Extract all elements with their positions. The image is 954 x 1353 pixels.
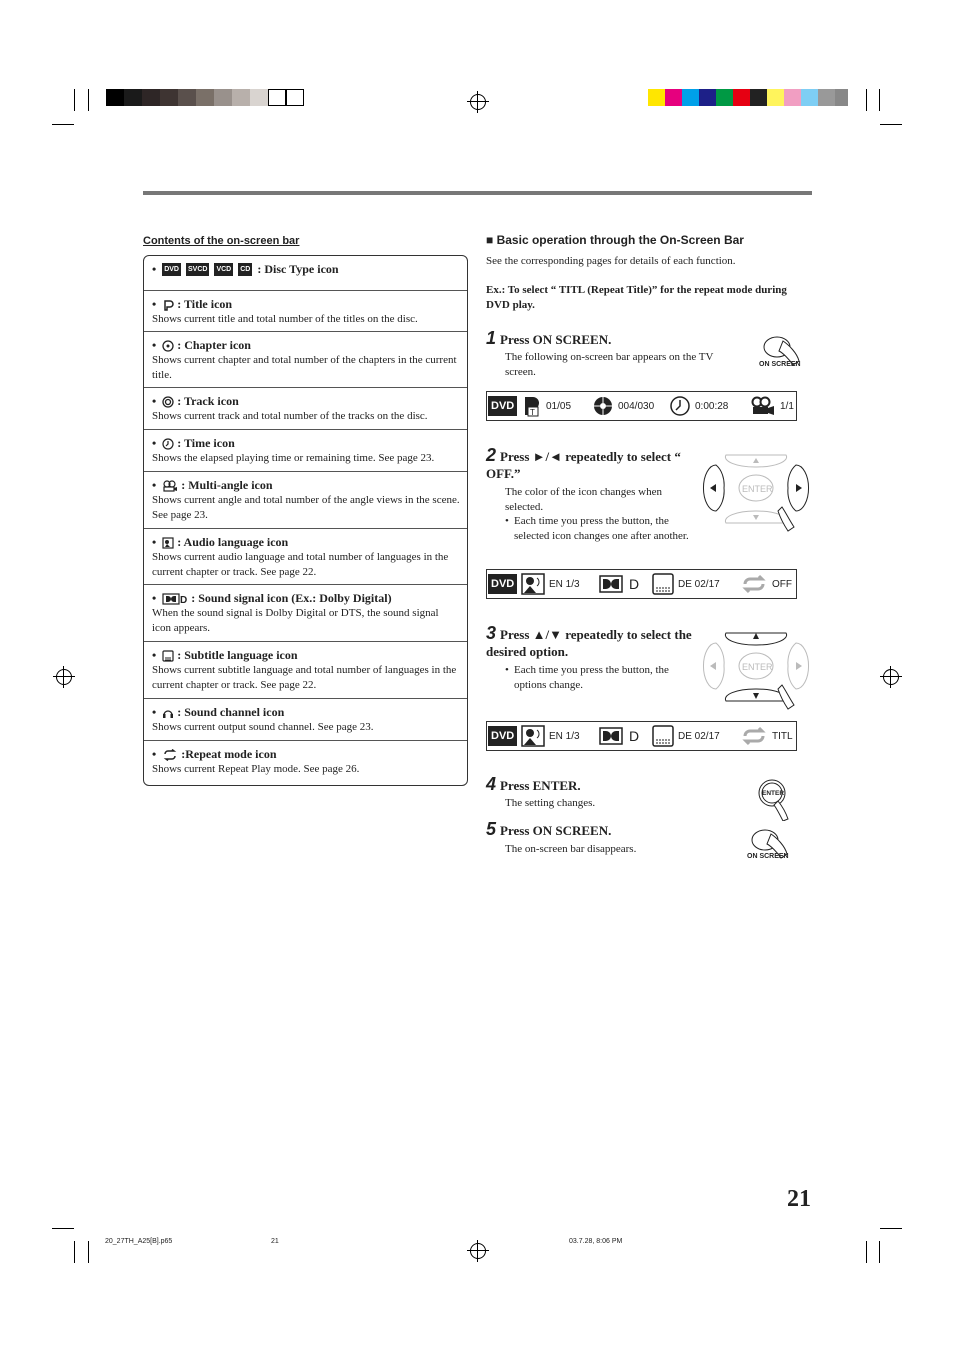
step-2-bullet: • Each time you press the button, the selected icon changes one after another. (505, 515, 689, 542)
title-value: 01/05 (546, 400, 572, 412)
legend-row-sound-signal: • D : Sound signal icon (Ex.: Dolby Digital) When the sound signal is Dolby Digital or DTS, the sound signal icon appears. (144, 584, 467, 642)
step-5-body: The on-screen bar disappears. (505, 843, 637, 855)
camera-icon (750, 395, 776, 417)
header-rule (143, 191, 812, 195)
section-heading (486, 233, 744, 247)
subtitle-icon (652, 725, 674, 747)
time-value: 0:00:28 (695, 400, 729, 412)
repeat-icon (740, 574, 768, 594)
registration-mark-left (56, 669, 72, 685)
disc-type-badge: DVD (488, 726, 517, 746)
legend-title: : Disc Type icon (257, 262, 339, 276)
svg-text:D: D (180, 594, 188, 605)
legend-title: : Subtitle language icon (177, 648, 298, 662)
title-icon (162, 299, 174, 311)
legend-title: :Repeat mode icon (181, 747, 277, 761)
step-2 (486, 447, 701, 482)
legend-desc: Shows current audio language and total number of languages in the current chapter or track. See page 22. (152, 551, 449, 578)
track-icon (162, 396, 174, 408)
step-3-bullet: • Each time you press the button, the options change. (505, 663, 690, 693)
clock-icon (162, 438, 174, 450)
footer-page: 21 (271, 1238, 279, 1245)
audio-language-icon (521, 725, 545, 747)
repeat-value: OFF (772, 578, 792, 590)
legend-row-chapter: • : Chapter icon Shows current chapter and total number of the chapters in the current title. (144, 331, 467, 388)
title-icon (520, 395, 542, 417)
icon-legend-panel (143, 255, 468, 786)
legend-title: : Chapter icon (177, 338, 251, 352)
cursor-pad-icon (702, 451, 810, 537)
legend-desc: Shows current track and total number of the tracks on the disc. (152, 410, 428, 422)
registration-mark-top (470, 94, 486, 110)
bullet-text: Each time you press the button, the options change. (514, 664, 669, 691)
example-text: Ex.: To select “ TITL (Repeat Title)” for the repeat mode during DVD play. (486, 284, 787, 311)
legend-row-subtitle: • : Subtitle language icon Shows current subtitle language and total number of languages in the current chapter or track. See page 22. (144, 641, 467, 699)
legend-desc: Shows the elapsed playing time or remaining time. See page 23. (152, 452, 435, 464)
legend-row-disc-type: • DVD SVCD VCD CD : Disc Type icon (152, 262, 339, 276)
cursor-pad-icon (702, 629, 810, 715)
legend-desc: Shows current Repeat Play mode. See page 26. (152, 763, 360, 775)
svcd-badge: SVCD (186, 263, 209, 276)
legend-title: : Track icon (177, 394, 239, 408)
section-heading-text: Basic operation through the On-Screen Bar (496, 233, 744, 247)
legend-row-repeat-mode: • :Repeat mode icon Shows current Repeat Play mode. See page 26. (144, 740, 467, 786)
svg-text:ENTER: ENTER (742, 484, 773, 494)
svg-text:T: T (530, 408, 535, 417)
subtitle-value: DE 02/17 (678, 730, 720, 742)
legend-row-multi-angle: • : Multi-angle icon Shows current angle and total number of the angle views in the scene. See page 23. (144, 471, 467, 529)
cursor-pad-illustration-left-right (702, 451, 810, 542)
step-5 (486, 819, 611, 840)
chapter-icon (162, 340, 174, 352)
on-screen-bar-1 (486, 391, 797, 421)
subtitle-value: DE 02/17 (678, 578, 720, 590)
vcd-badge: VCD (214, 263, 233, 276)
on-screen-button-illustration-2 (745, 826, 795, 871)
legend-desc: When the sound signal is Dolby Digital or DTS, the sound signal icon appears. (152, 607, 439, 634)
step-number: 4 (486, 774, 497, 794)
svg-text:ENTER: ENTER (762, 790, 785, 797)
square-bullet-icon: ■ (486, 233, 497, 247)
disc-type-badge: DVD (488, 396, 517, 416)
dvd-badge: DVD (162, 263, 181, 276)
enter-button-illustration (754, 779, 794, 826)
legend-desc: Shows current subtitle language and total number of languages in the current chapter or track. See page 22. (152, 664, 457, 691)
step-title: Press ▲/▼ repeatedly to select the desired option. (486, 627, 692, 659)
clock-icon (669, 395, 691, 417)
camera-icon (162, 480, 178, 492)
step-4-body: The setting changes. (505, 797, 596, 809)
step-2-body: The color of the icon changes when selected. (505, 486, 662, 513)
angle-value: 1/1 (780, 400, 794, 412)
repeat-icon (740, 726, 768, 746)
legend-desc: Shows current output sound channel. See page 23. (152, 721, 374, 733)
page-number: 21 (787, 1186, 811, 1212)
repeat-value: TITL (772, 730, 793, 742)
subtitle-icon (652, 573, 674, 595)
legend-row-track: • : Track icon Shows current track and total number of the tracks on the disc. (144, 387, 467, 430)
disc-type-badge: DVD (488, 574, 517, 594)
audio-language-icon (162, 537, 174, 549)
step-number: 5 (486, 819, 497, 839)
subtitle-icon (162, 650, 174, 662)
repeat-icon (162, 749, 178, 761)
cursor-pad-illustration-up-down (702, 629, 810, 720)
section-title: Contents of the on-screen bar (143, 235, 300, 247)
on-screen-button-illustration (757, 333, 807, 378)
footer-date: 03.7.28, 8:06 PM (569, 1238, 623, 1245)
audio-value: EN 1/3 (549, 730, 580, 742)
step-number: 2 (486, 445, 497, 465)
step-3 (486, 625, 701, 660)
dolby-d-label: D (629, 728, 640, 744)
dolby-digital-icon (599, 575, 625, 593)
dolby-digital-icon (599, 727, 625, 745)
footer-file: 20_27TH_A25[B].p65 (105, 1238, 173, 1245)
step-title: Press ON SCREEN. (500, 823, 612, 838)
legend-title: : Time icon (177, 436, 235, 450)
enter-button-icon (754, 779, 794, 821)
step-number: 1 (486, 328, 497, 348)
legend-desc: Shows current chapter and total number of the chapters in the current title. (152, 354, 457, 381)
legend-desc: Shows current title and total number of the titles on the disc. (152, 313, 418, 325)
audio-language-icon (521, 573, 545, 595)
legend-title: : Sound channel icon (177, 705, 285, 719)
on-screen-label: ON SCREEN (747, 853, 789, 860)
on-screen-bar-2 (486, 569, 797, 599)
svg-text:ENTER: ENTER (742, 662, 773, 672)
legend-title: : Multi-angle icon (181, 478, 273, 492)
audio-value: EN 1/3 (549, 578, 580, 590)
step-title: Press ►/◄ repeatedly to select “ OFF.” (486, 449, 681, 481)
dolby-digital-icon (162, 593, 188, 605)
on-screen-bar-3 (486, 721, 797, 751)
step-title: Press ENTER. (500, 778, 581, 793)
step-1 (486, 328, 611, 349)
registration-mark-right (883, 669, 899, 685)
legend-row-audio-language: • : Audio language icon Shows current audio language and total number of languages in the current chapter or track. See page 22. (144, 528, 467, 585)
step-4 (486, 774, 581, 795)
bullet-text: Each time you press the button, the selected icon changes one after another. (514, 515, 689, 542)
step-title: Press ON SCREEN. (500, 332, 612, 347)
on-screen-label: ON SCREEN (759, 361, 801, 368)
legend-title: : Title icon (177, 297, 233, 311)
legend-desc: Shows current angle and total number of the angle views in the scene. See page 23. (152, 494, 460, 521)
step-1-body: The following on-screen bar appears on the TV screen. (505, 351, 714, 378)
legend-row-sound-channel: • : Sound channel icon Shows current output sound channel. See page 23. (144, 698, 467, 741)
legend-row-time: • : Time icon Shows the elapsed playing time or remaining time. See page 23. (144, 429, 467, 472)
legend-title: : Audio language icon (177, 535, 289, 549)
chapter-value: 004/030 (618, 400, 655, 412)
dolby-d-label: D (629, 576, 640, 592)
legend-title: : Sound signal icon (Ex.: Dolby Digital) (191, 591, 392, 605)
legend-row-title: • : Title icon Shows current title and total number of the titles on the disc. (144, 290, 467, 332)
chapter-icon (592, 395, 614, 417)
step-number: 3 (486, 623, 497, 643)
headphones-icon (162, 707, 174, 719)
intro-text: See the corresponding pages for details of each function. (486, 255, 736, 267)
registration-mark-bottom (470, 1243, 486, 1259)
cd-badge: CD (238, 263, 252, 276)
on-screen-button-icon (745, 826, 795, 866)
